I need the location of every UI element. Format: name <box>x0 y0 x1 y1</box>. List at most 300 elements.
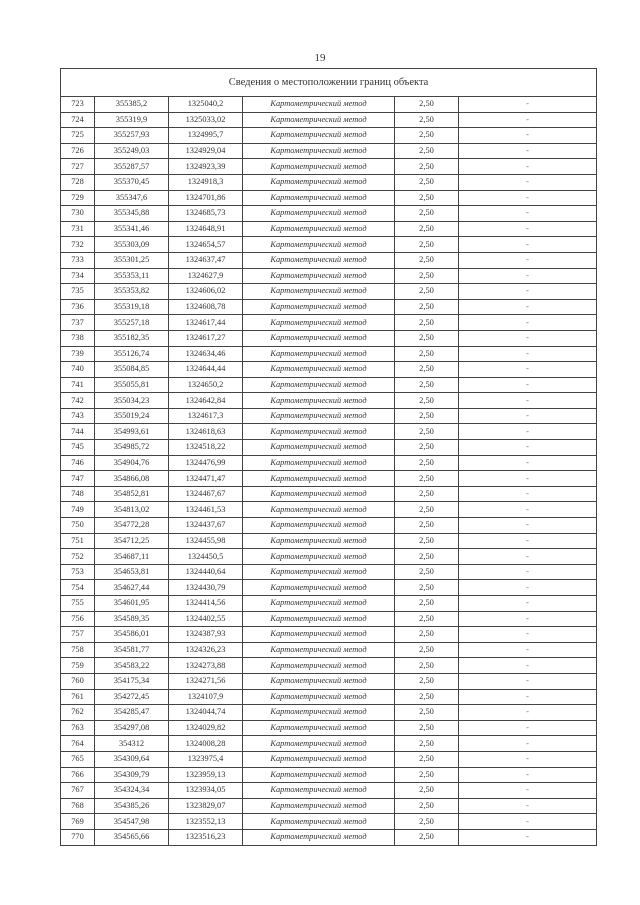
y-coordinate-cell: 1323934,05 <box>169 783 243 799</box>
y-coordinate-cell: 1324430,79 <box>169 580 243 596</box>
table-row <box>61 377 597 393</box>
table-row <box>61 408 597 424</box>
table-row <box>61 424 597 440</box>
accuracy-cell: 2,50 <box>395 471 459 487</box>
y-coordinate-cell: 1323829,07 <box>169 798 243 814</box>
table-row <box>61 97 597 113</box>
table-row <box>61 627 597 643</box>
table-row <box>61 549 597 565</box>
accuracy-cell: 2,50 <box>395 673 459 689</box>
method-cell: Картометрический метод <box>243 502 395 518</box>
description-cell: - <box>459 783 597 799</box>
y-coordinate-cell: 1324918,3 <box>169 174 243 190</box>
accuracy-cell: 2,50 <box>395 829 459 845</box>
description-cell: - <box>459 814 597 830</box>
accuracy-cell: 2,50 <box>395 377 459 393</box>
table-header-row <box>61 69 597 97</box>
table-row <box>61 440 597 456</box>
method-cell: Картометрический метод <box>243 330 395 346</box>
y-coordinate-cell: 1324008,28 <box>169 736 243 752</box>
x-coordinate-cell: 354985,72 <box>95 440 169 456</box>
accuracy-cell: 2,50 <box>395 486 459 502</box>
method-cell: Картометрический метод <box>243 97 395 113</box>
y-coordinate-cell: 1325033,02 <box>169 112 243 128</box>
accuracy-cell: 2,50 <box>395 658 459 674</box>
method-cell: Картометрический метод <box>243 315 395 331</box>
y-coordinate-cell: 1324606,02 <box>169 284 243 300</box>
accuracy-cell: 2,50 <box>395 190 459 206</box>
description-cell: - <box>459 315 597 331</box>
table-row <box>61 673 597 689</box>
point-number-cell: 741 <box>61 377 95 393</box>
description-cell: - <box>459 736 597 752</box>
accuracy-cell: 2,50 <box>395 455 459 471</box>
x-coordinate-cell: 355370,45 <box>95 174 169 190</box>
accuracy-cell: 2,50 <box>395 284 459 300</box>
method-cell: Картометрический метод <box>243 299 395 315</box>
description-cell: - <box>459 689 597 705</box>
point-number-cell: 757 <box>61 627 95 643</box>
accuracy-cell: 2,50 <box>395 206 459 222</box>
y-coordinate-cell: 1324608,78 <box>169 299 243 315</box>
y-coordinate-cell: 1324923,39 <box>169 159 243 175</box>
point-number-cell: 769 <box>61 814 95 830</box>
table-row <box>61 658 597 674</box>
accuracy-cell: 2,50 <box>395 97 459 113</box>
table-row <box>61 829 597 845</box>
method-cell: Картометрический метод <box>243 783 395 799</box>
accuracy-cell: 2,50 <box>395 408 459 424</box>
y-coordinate-cell: 1324450,5 <box>169 549 243 565</box>
accuracy-cell: 2,50 <box>395 705 459 721</box>
y-coordinate-cell: 1323552,13 <box>169 814 243 830</box>
method-cell: Картометрический метод <box>243 143 395 159</box>
description-cell: - <box>459 112 597 128</box>
table-row <box>61 330 597 346</box>
accuracy-cell: 2,50 <box>395 798 459 814</box>
method-cell: Картометрический метод <box>243 346 395 362</box>
description-cell: - <box>459 549 597 565</box>
method-cell: Картометрический метод <box>243 658 395 674</box>
y-coordinate-cell: 1324044,74 <box>169 705 243 721</box>
point-number-cell: 737 <box>61 315 95 331</box>
method-cell: Картометрический метод <box>243 814 395 830</box>
accuracy-cell: 2,50 <box>395 689 459 705</box>
y-coordinate-cell: 1324437,67 <box>169 518 243 534</box>
description-cell: - <box>459 455 597 471</box>
table-row <box>61 143 597 159</box>
x-coordinate-cell: 355345,88 <box>95 206 169 222</box>
method-cell: Картометрический метод <box>243 689 395 705</box>
method-cell: Картометрический метод <box>243 408 395 424</box>
method-cell: Картометрический метод <box>243 564 395 580</box>
y-coordinate-cell: 1324326,23 <box>169 642 243 658</box>
x-coordinate-cell: 354653,81 <box>95 564 169 580</box>
y-coordinate-cell: 1324467,67 <box>169 486 243 502</box>
table-row <box>61 798 597 814</box>
x-coordinate-cell: 354601,95 <box>95 596 169 612</box>
point-number-cell: 758 <box>61 642 95 658</box>
description-cell: - <box>459 408 597 424</box>
description-cell: - <box>459 237 597 253</box>
point-number-cell: 746 <box>61 455 95 471</box>
x-coordinate-cell: 355182,35 <box>95 330 169 346</box>
y-coordinate-cell: 1324461,53 <box>169 502 243 518</box>
description-cell: - <box>459 299 597 315</box>
table-row <box>61 814 597 830</box>
description-cell: - <box>459 486 597 502</box>
y-coordinate-cell: 1324029,82 <box>169 720 243 736</box>
accuracy-cell: 2,50 <box>395 736 459 752</box>
accuracy-cell: 2,50 <box>395 128 459 144</box>
table-row <box>61 720 597 736</box>
table-row <box>61 455 597 471</box>
description-cell: - <box>459 206 597 222</box>
method-cell: Картометрический метод <box>243 393 395 409</box>
x-coordinate-cell: 354687,11 <box>95 549 169 565</box>
method-cell: Картометрический метод <box>243 705 395 721</box>
y-coordinate-cell: 1323975,4 <box>169 751 243 767</box>
x-coordinate-cell: 355353,82 <box>95 284 169 300</box>
point-number-cell: 752 <box>61 549 95 565</box>
accuracy-cell: 2,50 <box>395 596 459 612</box>
y-coordinate-cell: 1324476,99 <box>169 455 243 471</box>
table-row <box>61 736 597 752</box>
accuracy-cell: 2,50 <box>395 221 459 237</box>
table-row <box>61 128 597 144</box>
point-number-cell: 765 <box>61 751 95 767</box>
table-row <box>61 237 597 253</box>
x-coordinate-cell: 354904,76 <box>95 455 169 471</box>
point-number-cell: 738 <box>61 330 95 346</box>
point-number-cell: 748 <box>61 486 95 502</box>
description-cell: - <box>459 611 597 627</box>
point-number-cell: 751 <box>61 533 95 549</box>
x-coordinate-cell: 354581,77 <box>95 642 169 658</box>
x-coordinate-cell: 355257,18 <box>95 315 169 331</box>
y-coordinate-cell: 1324107,9 <box>169 689 243 705</box>
y-coordinate-cell: 1324273,88 <box>169 658 243 674</box>
x-coordinate-cell: 355126,74 <box>95 346 169 362</box>
method-cell: Картометрический метод <box>243 268 395 284</box>
x-coordinate-cell: 354324,34 <box>95 783 169 799</box>
point-number-cell: 739 <box>61 346 95 362</box>
y-coordinate-cell: 1325040,2 <box>169 97 243 113</box>
y-coordinate-cell: 1323516,23 <box>169 829 243 845</box>
method-cell: Картометрический метод <box>243 284 395 300</box>
x-coordinate-cell: 354565,66 <box>95 829 169 845</box>
accuracy-cell: 2,50 <box>395 549 459 565</box>
y-coordinate-cell: 1324271,56 <box>169 673 243 689</box>
description-cell: - <box>459 128 597 144</box>
method-cell: Картометрический метод <box>243 362 395 378</box>
method-cell: Картометрический метод <box>243 112 395 128</box>
point-number-cell: 736 <box>61 299 95 315</box>
accuracy-cell: 2,50 <box>395 424 459 440</box>
table-row <box>61 346 597 362</box>
table-row <box>61 767 597 783</box>
point-number-cell: 768 <box>61 798 95 814</box>
description-cell: - <box>459 658 597 674</box>
description-cell: - <box>459 393 597 409</box>
accuracy-cell: 2,50 <box>395 440 459 456</box>
table-row <box>61 611 597 627</box>
x-coordinate-cell: 354583,22 <box>95 658 169 674</box>
accuracy-cell: 2,50 <box>395 346 459 362</box>
accuracy-cell: 2,50 <box>395 112 459 128</box>
accuracy-cell: 2,50 <box>395 502 459 518</box>
table-row <box>61 206 597 222</box>
y-coordinate-cell: 1324402,55 <box>169 611 243 627</box>
table-row <box>61 190 597 206</box>
method-cell: Картометрический метод <box>243 424 395 440</box>
description-cell: - <box>459 221 597 237</box>
table-row <box>61 284 597 300</box>
point-number-cell: 759 <box>61 658 95 674</box>
y-coordinate-cell: 1324617,27 <box>169 330 243 346</box>
y-coordinate-cell: 1324929,04 <box>169 143 243 159</box>
y-coordinate-cell: 1324654,57 <box>169 237 243 253</box>
description-cell: - <box>459 596 597 612</box>
method-cell: Картометрический метод <box>243 673 395 689</box>
x-coordinate-cell: 355034,23 <box>95 393 169 409</box>
point-number-cell: 770 <box>61 829 95 845</box>
x-coordinate-cell: 354866,08 <box>95 471 169 487</box>
description-cell: - <box>459 580 597 596</box>
point-number-cell: 743 <box>61 408 95 424</box>
point-number-cell: 729 <box>61 190 95 206</box>
description-cell: - <box>459 330 597 346</box>
table-row <box>61 642 597 658</box>
method-cell: Картометрический метод <box>243 471 395 487</box>
table-row <box>61 518 597 534</box>
accuracy-cell: 2,50 <box>395 564 459 580</box>
point-number-cell: 766 <box>61 767 95 783</box>
method-cell: Картометрический метод <box>243 580 395 596</box>
method-cell: Картометрический метод <box>243 751 395 767</box>
method-cell: Картометрический метод <box>243 720 395 736</box>
table-row <box>61 502 597 518</box>
accuracy-cell: 2,50 <box>395 751 459 767</box>
method-cell: Картометрический метод <box>243 533 395 549</box>
method-cell: Картометрический метод <box>243 455 395 471</box>
x-coordinate-cell: 354285,47 <box>95 705 169 721</box>
point-number-cell: 750 <box>61 518 95 534</box>
y-coordinate-cell: 1324685,73 <box>169 206 243 222</box>
table-body <box>61 97 597 846</box>
point-number-cell: 767 <box>61 783 95 799</box>
y-coordinate-cell: 1324455,98 <box>169 533 243 549</box>
accuracy-cell: 2,50 <box>395 611 459 627</box>
point-number-cell: 732 <box>61 237 95 253</box>
y-coordinate-cell: 1324995,7 <box>169 128 243 144</box>
method-cell: Картометрический метод <box>243 798 395 814</box>
y-coordinate-cell: 1323959,13 <box>169 767 243 783</box>
description-cell: - <box>459 533 597 549</box>
description-cell: - <box>459 174 597 190</box>
method-cell: Картометрический метод <box>243 221 395 237</box>
table-row <box>61 315 597 331</box>
y-coordinate-cell: 1324627,9 <box>169 268 243 284</box>
description-cell: - <box>459 143 597 159</box>
x-coordinate-cell: 355319,9 <box>95 112 169 128</box>
table-row <box>61 596 597 612</box>
point-number-cell: 744 <box>61 424 95 440</box>
accuracy-cell: 2,50 <box>395 299 459 315</box>
method-cell: Картометрический метод <box>243 518 395 534</box>
table-row <box>61 689 597 705</box>
description-cell: - <box>459 829 597 845</box>
description-cell: - <box>459 720 597 736</box>
x-coordinate-cell: 354589,35 <box>95 611 169 627</box>
description-cell: - <box>459 362 597 378</box>
accuracy-cell: 2,50 <box>395 330 459 346</box>
y-coordinate-cell: 1324634,46 <box>169 346 243 362</box>
point-number-cell: 764 <box>61 736 95 752</box>
point-number-cell: 724 <box>61 112 95 128</box>
point-number-cell: 761 <box>61 689 95 705</box>
description-cell: - <box>459 767 597 783</box>
point-number-cell: 734 <box>61 268 95 284</box>
x-coordinate-cell: 354385,26 <box>95 798 169 814</box>
point-number-cell: 735 <box>61 284 95 300</box>
method-cell: Картометрический метод <box>243 829 395 845</box>
description-cell: - <box>459 284 597 300</box>
point-number-cell: 749 <box>61 502 95 518</box>
point-number-cell: 727 <box>61 159 95 175</box>
x-coordinate-cell: 354586,01 <box>95 627 169 643</box>
point-number-cell: 725 <box>61 128 95 144</box>
table-row <box>61 252 597 268</box>
method-cell: Картометрический метод <box>243 159 395 175</box>
x-coordinate-cell: 355303,09 <box>95 237 169 253</box>
x-coordinate-cell: 354547,98 <box>95 814 169 830</box>
page-number: 19 <box>314 52 326 64</box>
description-cell: - <box>459 627 597 643</box>
y-coordinate-cell: 1324617,44 <box>169 315 243 331</box>
accuracy-cell: 2,50 <box>395 580 459 596</box>
point-number-cell: 742 <box>61 393 95 409</box>
y-coordinate-cell: 1324440,64 <box>169 564 243 580</box>
x-coordinate-cell: 355019,24 <box>95 408 169 424</box>
accuracy-cell: 2,50 <box>395 159 459 175</box>
point-number-cell: 726 <box>61 143 95 159</box>
accuracy-cell: 2,50 <box>395 362 459 378</box>
accuracy-cell: 2,50 <box>395 814 459 830</box>
table-row <box>61 580 597 596</box>
description-cell: - <box>459 705 597 721</box>
point-number-cell: 740 <box>61 362 95 378</box>
description-cell: - <box>459 798 597 814</box>
accuracy-cell: 2,50 <box>395 518 459 534</box>
x-coordinate-cell: 355257,93 <box>95 128 169 144</box>
x-coordinate-cell: 354772,28 <box>95 518 169 534</box>
y-coordinate-cell: 1324387,93 <box>169 627 243 643</box>
y-coordinate-cell: 1324617,3 <box>169 408 243 424</box>
y-coordinate-cell: 1324642,84 <box>169 393 243 409</box>
table-row <box>61 486 597 502</box>
description-cell: - <box>459 346 597 362</box>
y-coordinate-cell: 1324518,22 <box>169 440 243 456</box>
table-row <box>61 268 597 284</box>
description-cell: - <box>459 518 597 534</box>
point-number-cell: 762 <box>61 705 95 721</box>
point-number-cell: 731 <box>61 221 95 237</box>
table-row <box>61 705 597 721</box>
description-cell: - <box>459 673 597 689</box>
accuracy-cell: 2,50 <box>395 237 459 253</box>
y-coordinate-cell: 1324650,2 <box>169 377 243 393</box>
table-row <box>61 299 597 315</box>
y-coordinate-cell: 1324414,56 <box>169 596 243 612</box>
description-cell: - <box>459 564 597 580</box>
table-row <box>61 221 597 237</box>
point-number-cell: 733 <box>61 252 95 268</box>
point-number-cell: 753 <box>61 564 95 580</box>
description-cell: - <box>459 751 597 767</box>
x-coordinate-cell: 354712,25 <box>95 533 169 549</box>
point-number-cell: 760 <box>61 673 95 689</box>
x-coordinate-cell: 355319,18 <box>95 299 169 315</box>
description-cell: - <box>459 440 597 456</box>
point-number-cell: 723 <box>61 97 95 113</box>
table-row <box>61 174 597 190</box>
method-cell: Картометрический метод <box>243 767 395 783</box>
description-cell: - <box>459 471 597 487</box>
method-cell: Картометрический метод <box>243 596 395 612</box>
accuracy-cell: 2,50 <box>395 315 459 331</box>
method-cell: Картометрический метод <box>243 486 395 502</box>
x-coordinate-cell: 355055,81 <box>95 377 169 393</box>
y-coordinate-cell: 1324648,91 <box>169 221 243 237</box>
accuracy-cell: 2,50 <box>395 767 459 783</box>
description-cell: - <box>459 502 597 518</box>
method-cell: Картометрический метод <box>243 237 395 253</box>
accuracy-cell: 2,50 <box>395 252 459 268</box>
y-coordinate-cell: 1324637,47 <box>169 252 243 268</box>
point-number-cell: 745 <box>61 440 95 456</box>
description-cell: - <box>459 377 597 393</box>
x-coordinate-cell: 355341,46 <box>95 221 169 237</box>
method-cell: Картометрический метод <box>243 252 395 268</box>
accuracy-cell: 2,50 <box>395 783 459 799</box>
accuracy-cell: 2,50 <box>395 143 459 159</box>
x-coordinate-cell: 354312 <box>95 736 169 752</box>
table-row <box>61 751 597 767</box>
method-cell: Картометрический метод <box>243 377 395 393</box>
y-coordinate-cell: 1324644,44 <box>169 362 243 378</box>
x-coordinate-cell: 354309,79 <box>95 767 169 783</box>
x-coordinate-cell: 354297,08 <box>95 720 169 736</box>
method-cell: Картометрический метод <box>243 128 395 144</box>
description-cell: - <box>459 252 597 268</box>
method-cell: Картометрический метод <box>243 174 395 190</box>
y-coordinate-cell: 1324471,47 <box>169 471 243 487</box>
table-row <box>61 471 597 487</box>
x-coordinate-cell: 354852,81 <box>95 486 169 502</box>
point-number-cell: 730 <box>61 206 95 222</box>
method-cell: Картометрический метод <box>243 627 395 643</box>
method-cell: Картометрический метод <box>243 642 395 658</box>
point-number-cell: 755 <box>61 596 95 612</box>
x-coordinate-cell: 355249,03 <box>95 143 169 159</box>
description-cell: - <box>459 97 597 113</box>
point-number-cell: 754 <box>61 580 95 596</box>
table-row <box>61 362 597 378</box>
table-row <box>61 564 597 580</box>
method-cell: Картометрический метод <box>243 549 395 565</box>
description-cell: - <box>459 159 597 175</box>
